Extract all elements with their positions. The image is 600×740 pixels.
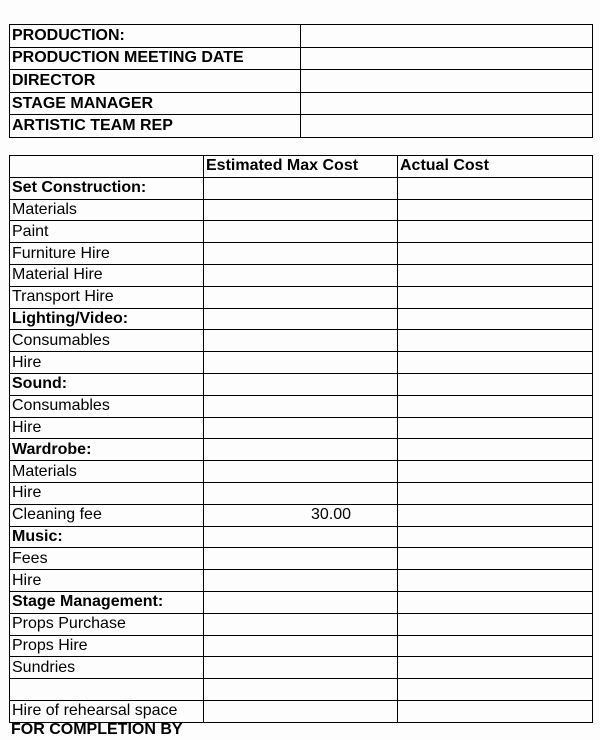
actual-cost-cell[interactable]: [398, 352, 593, 374]
estimated-cost-cell[interactable]: [204, 373, 398, 395]
line-item-label: Furniture Hire: [10, 243, 204, 265]
line-item-label: [10, 679, 204, 701]
line-item-label: Props Hire: [10, 635, 204, 657]
line-item-label: Paint: [10, 221, 204, 243]
actual-cost-cell[interactable]: [398, 548, 593, 570]
estimated-cost-cell[interactable]: [204, 221, 398, 243]
estimated-cost-cell[interactable]: [204, 526, 398, 548]
section-heading: Set Construction:: [10, 177, 204, 199]
section-heading: Sound:: [10, 373, 204, 395]
actual-cost-cell[interactable]: [398, 504, 593, 526]
estimated-cost-cell[interactable]: [204, 482, 398, 504]
actual-cost-cell[interactable]: [398, 221, 593, 243]
budget-row: [10, 330, 593, 352]
actual-cost-cell[interactable]: [398, 243, 593, 265]
budget-row: [10, 286, 593, 308]
estimated-cost-cell[interactable]: [204, 657, 398, 679]
info-label: STAGE MANAGER: [10, 92, 301, 115]
budget-row: [10, 482, 593, 504]
section-heading-row: [10, 177, 593, 199]
info-row: [10, 70, 593, 93]
actual-cost-cell[interactable]: [398, 330, 593, 352]
info-label: DIRECTOR: [10, 70, 301, 93]
section-heading-row: [10, 439, 593, 461]
header-estimated-max-cost: Estimated Max Cost: [204, 156, 398, 178]
budget-row: [10, 679, 593, 701]
info-value-cell[interactable]: [301, 115, 593, 138]
actual-cost-cell[interactable]: [398, 199, 593, 221]
info-row: [10, 92, 593, 115]
estimated-cost-cell[interactable]: [204, 417, 398, 439]
section-heading: Wardrobe:: [10, 439, 204, 461]
budget-row: [10, 657, 593, 679]
actual-cost-cell[interactable]: [398, 635, 593, 657]
estimated-cost-cell[interactable]: [204, 700, 398, 722]
estimated-cost-cell[interactable]: 30.00: [204, 504, 398, 526]
line-item-label: Sundries: [10, 657, 204, 679]
estimated-cost-cell[interactable]: [204, 461, 398, 483]
header-actual-cost: Actual Cost: [398, 156, 593, 178]
actual-cost-cell[interactable]: [398, 373, 593, 395]
estimated-cost-cell[interactable]: [204, 439, 398, 461]
estimated-cost-cell[interactable]: [204, 570, 398, 592]
line-item-label: Hire: [10, 482, 204, 504]
budget-row: [10, 570, 593, 592]
actual-cost-cell[interactable]: [398, 264, 593, 286]
section-heading: Music:: [10, 526, 204, 548]
estimated-cost-cell[interactable]: [204, 199, 398, 221]
estimated-cost-cell[interactable]: [204, 548, 398, 570]
budget-row: [10, 613, 593, 635]
estimated-cost-cell[interactable]: [204, 330, 398, 352]
actual-cost-cell[interactable]: [398, 700, 593, 722]
line-item-label: Material Hire: [10, 264, 204, 286]
actual-cost-cell[interactable]: [398, 570, 593, 592]
line-item-label: Hire: [10, 352, 204, 374]
budget-row: [10, 221, 593, 243]
actual-cost-cell[interactable]: [398, 177, 593, 199]
estimated-cost-cell[interactable]: [204, 243, 398, 265]
actual-cost-cell[interactable]: [398, 526, 593, 548]
actual-cost-cell[interactable]: [398, 657, 593, 679]
estimated-cost-cell[interactable]: [204, 635, 398, 657]
estimated-cost-cell[interactable]: [204, 679, 398, 701]
line-item-label: Hire: [10, 417, 204, 439]
actual-cost-cell[interactable]: [398, 613, 593, 635]
estimated-cost-cell[interactable]: [204, 395, 398, 417]
budget-table: [9, 155, 593, 723]
budget-row: [10, 417, 593, 439]
cut-off-row-label: FOR COMPLETION BY: [11, 721, 183, 738]
line-item-label: Transport Hire: [10, 286, 204, 308]
actual-cost-cell[interactable]: [398, 482, 593, 504]
budget-row: [10, 199, 593, 221]
budget-row: [10, 461, 593, 483]
section-heading-row: [10, 308, 593, 330]
info-label: PRODUCTION MEETING DATE: [10, 47, 301, 70]
budget-row: [10, 635, 593, 657]
estimated-cost-cell[interactable]: [204, 591, 398, 613]
actual-cost-cell[interactable]: [398, 679, 593, 701]
line-item-label: Materials: [10, 199, 204, 221]
header-item: [10, 156, 204, 178]
info-row: [10, 115, 593, 138]
estimated-cost-cell[interactable]: [204, 286, 398, 308]
info-label: ARTISTIC TEAM REP: [10, 115, 301, 138]
production-info-table: [9, 24, 593, 138]
section-heading-row: [10, 526, 593, 548]
estimated-cost-cell[interactable]: [204, 308, 398, 330]
info-value-cell[interactable]: [301, 25, 593, 48]
line-item-label: Hire: [10, 570, 204, 592]
budget-row: [10, 352, 593, 374]
budget-row: [10, 700, 593, 722]
estimated-cost-cell[interactable]: [204, 264, 398, 286]
info-value-cell[interactable]: [301, 47, 593, 70]
section-heading-row: [10, 591, 593, 613]
section-heading: Lighting/Video:: [10, 308, 204, 330]
budget-row: [10, 504, 593, 526]
line-item-label: Consumables: [10, 395, 204, 417]
info-value-cell[interactable]: [301, 92, 593, 115]
budget-row: [10, 243, 593, 265]
info-value-cell[interactable]: [301, 70, 593, 93]
info-row: [10, 47, 593, 70]
actual-cost-cell[interactable]: [398, 395, 593, 417]
line-item-label: Hire of rehearsal space: [10, 700, 204, 722]
actual-cost-cell[interactable]: [398, 591, 593, 613]
info-label: PRODUCTION:: [10, 25, 301, 48]
estimated-cost-cell[interactable]: [204, 352, 398, 374]
estimated-cost-cell[interactable]: [204, 613, 398, 635]
estimated-cost-cell[interactable]: [204, 177, 398, 199]
actual-cost-cell[interactable]: [398, 439, 593, 461]
actual-cost-cell[interactable]: [398, 286, 593, 308]
line-item-label: Consumables: [10, 330, 204, 352]
actual-cost-cell[interactable]: [398, 461, 593, 483]
actual-cost-cell[interactable]: [398, 308, 593, 330]
line-item-label: Fees: [10, 548, 204, 570]
budget-row: [10, 264, 593, 286]
budget-header-row: [10, 156, 593, 178]
budget-row: [10, 548, 593, 570]
actual-cost-cell[interactable]: [398, 417, 593, 439]
line-item-label: Props Purchase: [10, 613, 204, 635]
section-heading: Stage Management:: [10, 591, 204, 613]
budget-row: [10, 395, 593, 417]
line-item-label: Materials: [10, 461, 204, 483]
info-row: [10, 25, 593, 48]
section-heading-row: [10, 373, 593, 395]
line-item-label: Cleaning fee: [10, 504, 204, 526]
